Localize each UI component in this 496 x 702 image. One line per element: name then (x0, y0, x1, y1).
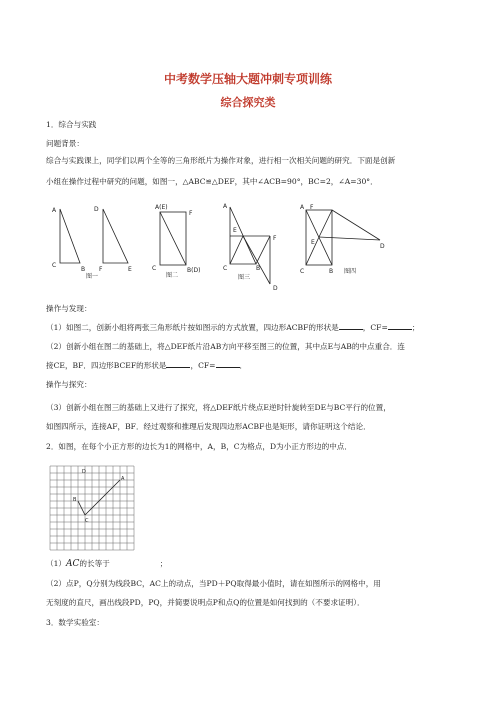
q2-sub1-ac: AC (66, 559, 80, 569)
f1-caption: 图一 (86, 273, 99, 280)
f4-label-A: A (300, 204, 305, 211)
q1-background-line1: 综合与实践课上，同学们以两个全等的三角形纸片为操作对象，进行相一次相关问题的研究．下面是创新 (46, 156, 396, 165)
grid-label-A: A (121, 476, 125, 482)
q1-sub2-text-a: 接CE，BF．四边形BCEF的形状是 (46, 361, 167, 370)
f3-caption: 图三 (238, 274, 251, 281)
f4-label-B: B (329, 268, 334, 275)
q1-sub1 (46, 322, 456, 333)
q1-sub1-blank-cf (388, 322, 412, 330)
f4-label-F: F (310, 204, 314, 211)
grid-label-D: D (82, 469, 86, 475)
f1-label-D: D (94, 206, 99, 213)
q1-explore-heading: 操作与探究： (46, 380, 92, 389)
f1-label-B: B (81, 266, 86, 273)
f3-label-A: A (223, 203, 228, 210)
q1-sub3-line1: （3）创新小组在图三的基础上又进行了探究，将△DEF纸片绕点E逆时针旋转至DE与BC平行的位置， (46, 403, 391, 412)
f1-label-C: C (52, 262, 57, 269)
q1-sub2-text-c: ． (239, 361, 248, 370)
q2-sub2-line1: （2）点P，Q分别为线段BC，AC上的动点，当PD＋PQ取得最小值时，请在如图所示的网格中，用 (46, 579, 381, 588)
f3-label-C: C (223, 265, 228, 272)
q2-sub1-text-a: （1） (46, 559, 67, 568)
f1-label-E: E (128, 266, 132, 273)
grid-label-B: B (73, 497, 77, 503)
f3-label-F: F (273, 235, 277, 242)
q1-background-line2: 小组在操作过程中研究的问题，如图一，△ABC≌△DEF，其中∠ACB=90°，BC=2，∠A=30°． (46, 177, 378, 186)
f2-caption: 图二 (166, 272, 179, 279)
q1-sub2-line2 (46, 360, 456, 371)
q1-sub1-text-a: （1）如图二，创新小组将两张三角形纸片按如图示的方式放置，四边形ACBF的形状是 (46, 323, 339, 332)
q1-sub2-text-b: ，CF= (190, 361, 216, 370)
f2-label-C: C (152, 265, 157, 272)
q1-sub1-blank-shape (339, 322, 363, 330)
figure-2 (146, 200, 216, 280)
f2-label-AE: A(E) (155, 204, 168, 211)
q1-sub3-line2: 如图四所示，连接AF，BF．经过观察和推理后发现四边形ACBF也是矩形，请你证明这个结论． (46, 422, 371, 431)
f3-label-B: B (256, 265, 261, 272)
f2-label-BD: B(D) (187, 267, 201, 274)
q1-sub1-text-b: ，CF= (362, 323, 388, 332)
q2-sub1-text-c: 的长等于 (79, 559, 110, 568)
segment-CA (85, 480, 120, 515)
q1-sub2-line1: （2）创新小组在图二的基础上，将△DEF纸片沿AB方向平移至图三的位置，其中点E与AB的中点重合．连 (46, 342, 405, 351)
f4-label-D: D (380, 243, 385, 250)
figure-3 (218, 200, 288, 292)
q2-sub1-text-d: ； (159, 559, 168, 568)
q1-sub2-blank-cf (216, 360, 240, 368)
figure-1 (46, 200, 142, 280)
q2-sub1 (46, 558, 456, 570)
page-subtitle: 综合探究类 (220, 96, 276, 109)
q2-line1: 2．如图，在每个小正方形的边长为1的网格中，A，B，C为格点，D为小正方形边的中点． (46, 442, 352, 451)
grid-label-C: C (85, 518, 89, 524)
figure-4 (292, 200, 402, 282)
f1-label-A: A (52, 207, 57, 214)
f3-label-D: D (273, 285, 278, 292)
q2-sub2-line2: 无刻度的直尺，画出线段PD，PQ，并简要说明点P和点Q的位置是如何找到的（不要求证明）． (46, 598, 365, 607)
q1-sub1-text-c: ； (411, 323, 420, 332)
q1-sub2-blank-shape (166, 360, 190, 368)
q2-grid-figure (46, 460, 136, 552)
f4-label-E: E (311, 239, 315, 246)
f2-label-F: F (189, 210, 193, 217)
f4-caption: 图四 (344, 268, 357, 275)
q3-heading: 3．数学实验室： (46, 618, 104, 627)
page-title: 中考数学压轴大题冲刺专项训练 (163, 72, 332, 86)
f4-label-C: C (300, 268, 305, 275)
q1-background-heading: 问题背景： (46, 139, 84, 148)
q1-operation-heading: 操作与发现： (46, 304, 92, 313)
f3-label-E: E (233, 227, 237, 234)
f1-label-F: F (99, 266, 103, 273)
q1-heading: 1．综合与实践 (46, 120, 97, 129)
